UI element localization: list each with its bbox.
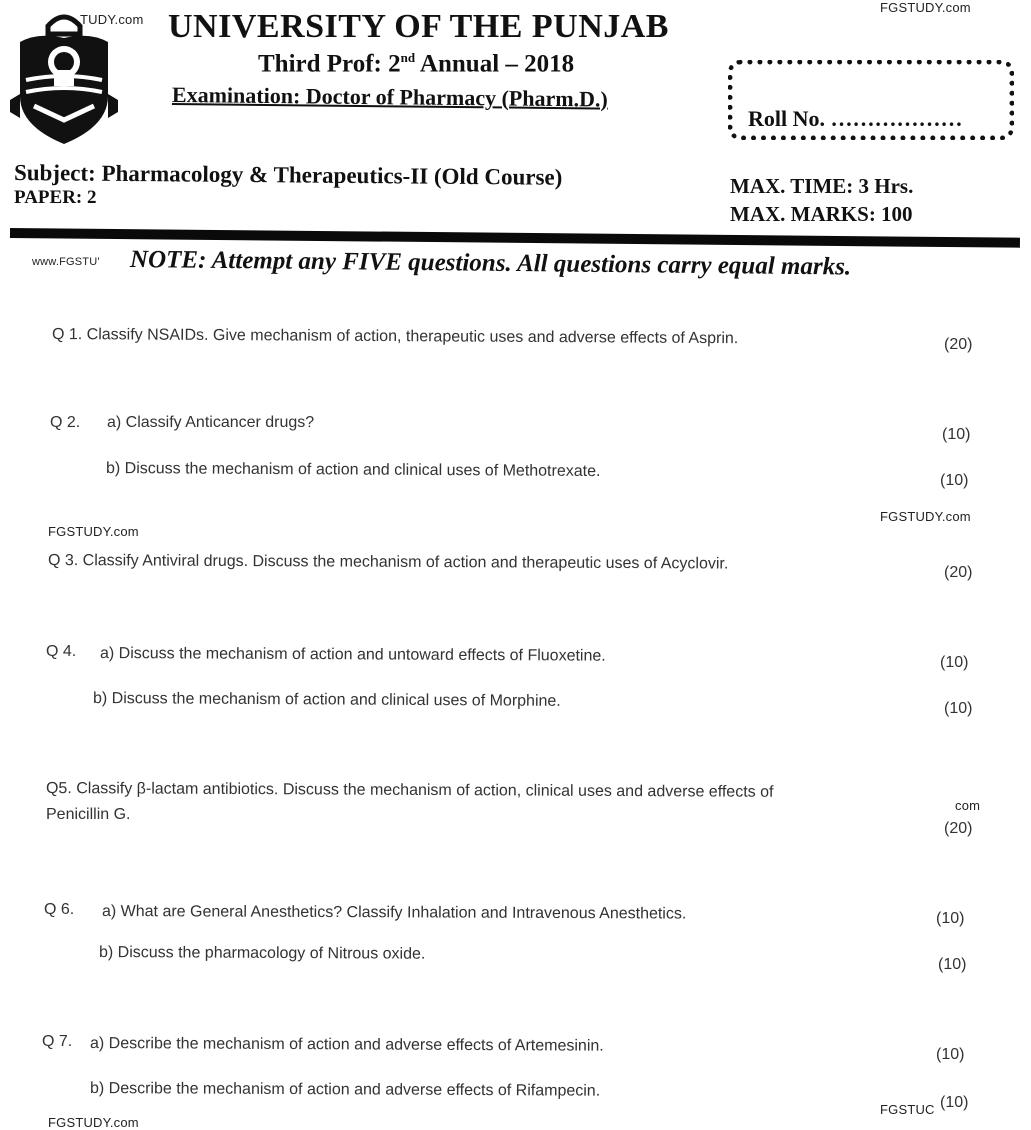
question-text: Classify Antiviral drugs. Discuss the mechanism of action and therapeutic uses of Acyclovir. — [82, 552, 729, 573]
examination-line: Examination: Doctor of Pharmacy (Pharm.D.) — [171, 82, 608, 112]
watermark-mid-left: FGSTUDY.com — [48, 524, 139, 539]
watermark-mid-right: FGSTUDY.com — [880, 509, 971, 524]
header-divider — [10, 228, 1020, 248]
question-7b-marks: (10) — [940, 1094, 969, 1111]
question-4-label: Q 4. — [46, 643, 77, 660]
university-title: UNIVERSITY OF THE PUNJAB — [168, 8, 669, 45]
session-prefix: Third Prof: 2 — [258, 50, 401, 78]
question-4b-marks: (10) — [944, 700, 973, 717]
max-marks: MAX. MARKS: 100 — [730, 202, 913, 226]
question-2b: b) Discuss the mechanism of action and clinical uses of Methotrexate. — [105, 460, 601, 481]
question-7a: a) Describe the mechanism of action and adverse effects of Artemesinin. — [89, 1035, 604, 1055]
watermark-top-left: TUDY.com — [80, 12, 144, 27]
question-7a-marks: (10) — [936, 1046, 965, 1063]
question-label: Q5. — [45, 780, 72, 798]
question-2a-marks: (10) — [942, 426, 971, 443]
university-crest-icon — [8, 8, 120, 148]
session-line — [258, 50, 574, 78]
question-7-label: Q 7. — [42, 1033, 73, 1050]
roll-number-field[interactable]: Roll No. ……………… — [748, 106, 963, 131]
watermark-bottom-left: FGSTUDY.com — [48, 1115, 139, 1130]
question-3-marks: (20) — [944, 564, 973, 581]
question-1 — [52, 326, 738, 348]
instructions-note: NOTE: Attempt any FIVE questions. All questions carry equal marks. — [129, 246, 852, 281]
question-4a-marks: (10) — [940, 654, 969, 671]
watermark-q5-right: com — [955, 798, 981, 813]
question-1-marks: (20) — [944, 336, 973, 353]
question-5-line2: Penicillin G. — [46, 806, 131, 823]
question-2b-marks: (10) — [940, 472, 969, 489]
question-7b: b) Describe the mechanism of action and adverse effects of Rifampecin. — [89, 1080, 601, 1100]
subject-line: Subject: Pharmacology & Therapeutics-II (Old Course) — [13, 160, 563, 190]
question-2a: a) Classify Anticancer drugs? — [107, 414, 315, 431]
question-3 — [48, 552, 728, 574]
session-sup: nd — [400, 50, 416, 65]
question-label: Q 1. — [51, 326, 83, 344]
session-suffix: Annual – 2018 — [415, 50, 575, 78]
question-text: Classify NSAIDs. Give mechanism of action, therapeutic uses and adverse effects of Asprin. — [86, 326, 739, 348]
question-6-label: Q 6. — [44, 901, 75, 918]
paper-number: PAPER: 2 — [14, 187, 97, 208]
question-6b: b) Discuss the pharmacology of Nitrous oxide. — [98, 944, 426, 963]
question-6b-marks: (10) — [938, 956, 967, 973]
question-5-marks: (20) — [944, 820, 973, 837]
question-2-label: Q 2. — [50, 414, 81, 431]
watermark-bottom-right: FGSTUC — [880, 1102, 935, 1117]
question-6a-marks: (10) — [936, 910, 965, 927]
question-4a: a) Discuss the mechanism of action and untoward effects of Fluoxetine. — [99, 645, 606, 665]
question-6a: a) What are General Anesthetics? Classify Inhalation and Intravenous Anesthetics. — [101, 903, 687, 923]
question-text: Classify β-lactam antibiotics. Discuss the mechanism of action, clinical uses and adverse effects of — [76, 780, 774, 801]
question-4b: b) Discuss the mechanism of action and clinical uses of Morphine. — [92, 690, 561, 710]
question-label: Q 3. — [47, 552, 79, 570]
question-5 — [46, 780, 774, 802]
watermark-top-right: FGSTUDY.com — [880, 0, 971, 15]
watermark-note-left: www.FGSTU' — [32, 256, 100, 268]
max-time: MAX. TIME: 3 Hrs. — [730, 174, 914, 198]
